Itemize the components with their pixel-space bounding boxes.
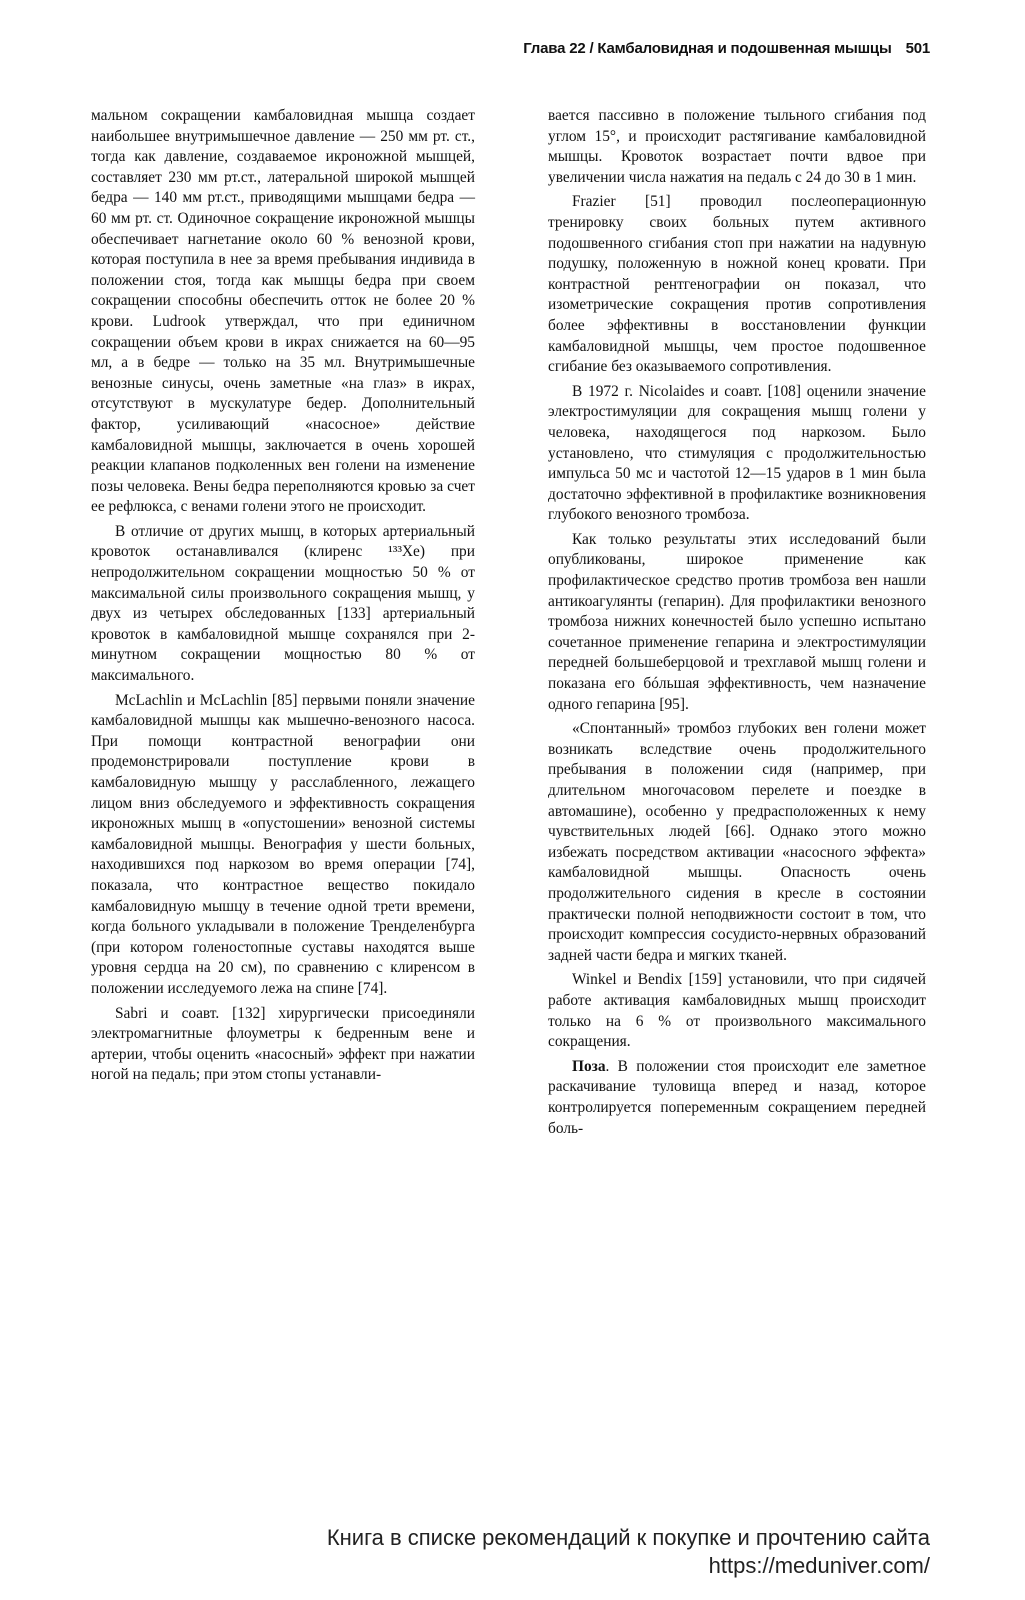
chapter-title: Глава 22 / Камбаловидная и подошвенная мышцы [523,40,892,57]
paragraph: мальном сокращении камбаловидная мышца создает наибольшее внутримышечное давление — 250 мм рт. ст., тогда как давление, создаваемое икроножной мышцей, составляет 230 мм рт.ст., латеральной широкой мышцей бедра — 140 мм рт.ст., приводящими мышцами бедра — 60 мм рт. ст. Одиночное сокращение икроножной мышцы обеспечивает нагнетание около 60 % венозной крови, которая поступила в нее за время пребывания индивида в положении стоя, тогда как мышцы бедра при своем сокращении способны обеспечить отток не более 20 % крови. Ludrook утверждал, что при единичном сокращении объем крови в икрах снижается на 60—95 мл, а в бедре — только на 35 мл. Внутримышечные венозные синусы, очень заметные «на глаз» в икрах, отсутствуют в мускулатуре бедер. Дополнительный фактор, усиливающий «насосное» действие камбаловидной мышцы, заключается в очень хорошей реакции клапанов подколенных вен голени на изменение позы человека. Вены бедра переполняются кровью за счет ее рефлюкса, с венами голени этого не происходит. [91,107,475,516]
paragraph: Winkel и Bendix [159] установили, что при сидячей работе активация камбаловидных мышц происходит только на 6 % от произвольного максимального сокращения. [548,971,926,1051]
paragraph: «Спонтанный» тромбоз глубоких вен голени может возникать вследствие очень продолжительного пребывания в положении сидя (например, при длительном многочасовом перелете и поездке в автомашине), особенно у предрасположенных к нему чувствительных людей [66]. Однако этого можно избежать посредством активации «насосного эффекта» камбаловидной мышцы. Опасность очень продолжительного сидения в кресле в состоянии практически полной неподвижности состоит в том, что происходит компрессия сосудисто-нервных образований задней части бедра и мягких тканей. [548,720,926,964]
paragraph: В 1972 г. Nicolaides и соавт. [108] оценили значение электростимуляции для сокращения мышц голени у человека, находящегося под наркозом. Было установлено, что стимуляция с продолжительностью импульса 50 мс и частотой 12—15 ударов в 1 мин была достаточно эффективной в профилактике возникновения глубокого венозного тромбоза. [548,382,926,524]
paragraph: Sabri и соавт. [132] хирургически присоединяли электромагнитные флоуметры к бедренным вене и артерии, чтобы оценить «насосный» эффект при нажатии ногой на педаль; при этом стопы устанавли- [91,1004,475,1084]
paragraph: Как только результаты этих исследований были опубликованы, широкое применение как профилактическое средство против тромбоза вен нашли антикоагулянты (гепарин). Для профилактики венозного тромбоза нижних конечностей было успешно испытано сочетанное применение гепарина и электростимуляции передней большеберцовой и трехглавой мышц голени и показана его бóльшая эффективность, чем назначение одного гепарина [95]. [548,530,926,713]
paragraph-text: . В положении стоя происходит еле заметное раскачивание туловища вперед и назад, которое контролируется попеременным сокращением передней боль- [548,1057,926,1137]
paragraph: McLachlin и McLachlin [85] первыми поняли значение камбаловидной мышцы как мышечно-венозного насоса. При помощи контрастной венографии они продемонстрировали поступление крови в камбаловидную мышцу у расслабленного, лежащего лицом вниз обследуемого и эффективность сокращения икроножных мышц в «опустошении» венозной системы камбаловидной мышцы. Венография у шести больных, находившихся под наркозом во время операции [74], показала, что контрастное вещество покидало камбаловидную мышцу в течение одной трети времени, когда больного укладывали в положение Тренделенбурга (при котором голеностопные суставы находятся выше уровня сердца на 20 см), по сравнению с клиренсом в положении исследуемого лежа на спине [74]. [91,691,475,997]
paragraph [548,1057,926,1139]
left-column [91,106,475,1090]
paragraph: Frazier [51] проводил послеоперационную тренировку своих больных путем активного подошвенного сгибания стоп при нажатии на надувную подушку, положенную в ножной конец кровати. При контрастной рентгенографии он показал, что изометрические сокращения против сопротивления более эффективны в восстановлении функции камбаловидной мышцы, чем простое подошвенное сгибание без оказываемого сопротивления. [548,193,926,376]
run-in-heading: Поза [572,1057,606,1075]
right-column [548,106,926,1143]
paragraph: вается пассивно в положение тыльного сгибания под углом 15°, и происходит растягивание камбаловидной мышцы. Кровоток возрастает почти вдвое при увеличении числа нажатия на педаль с 24 до 30 в 1 мин. [548,107,926,186]
running-head [523,40,930,57]
paragraph: В отличие от других мышц, в которых артериальный кровоток останавливался (клиренс ¹³³Хе) при непродолжительном сокращении мощностью 50 % от максимальной силы произвольного сокращения мышц, у двух из четырех обследованных [133] артериальный кровоток в камбаловидной мышце сохранялся при 2-минутном сокращении мощностью 80 % от максимального. [91,522,475,685]
page-number: 501 [905,40,930,57]
watermark-link[interactable]: Книга в списке рекомендаций к покупке и прочтению сайта https://meduniver.com/ [150,1524,930,1580]
